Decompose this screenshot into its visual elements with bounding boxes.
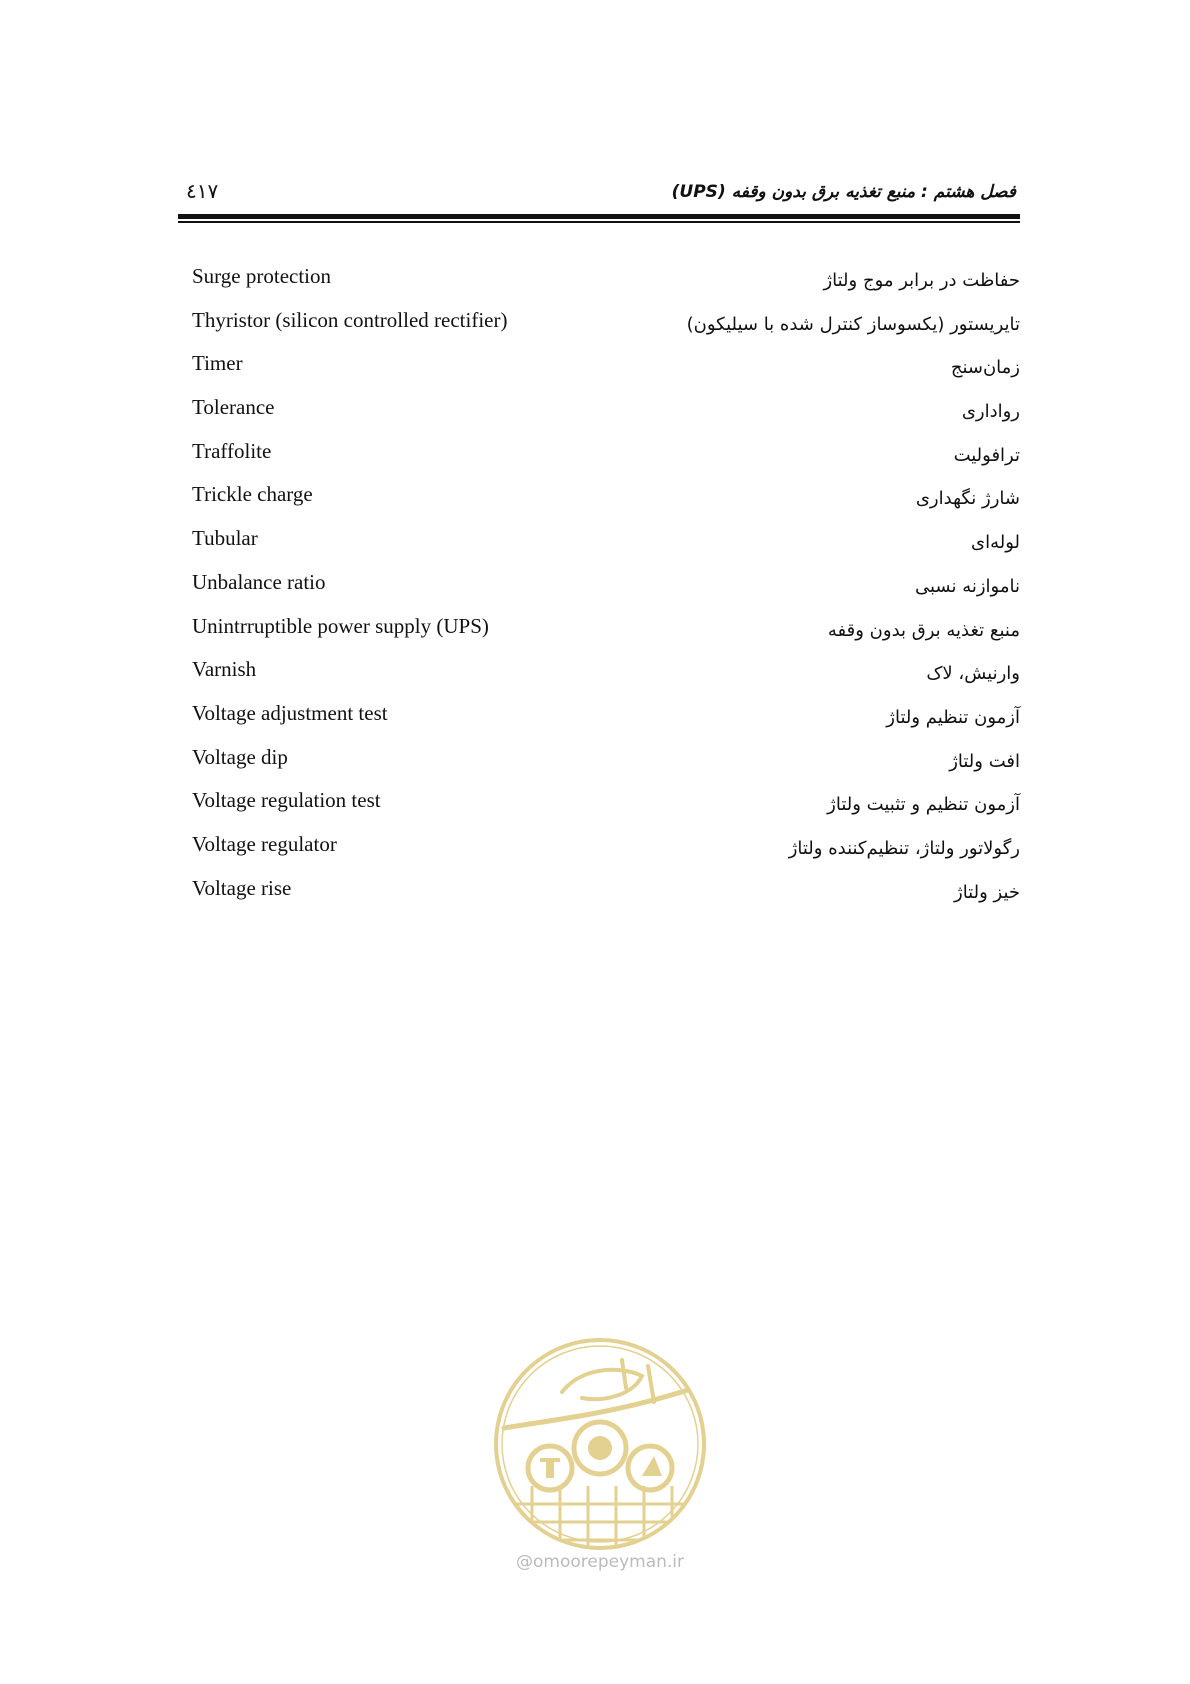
english-term: Surge protection: [192, 264, 332, 288]
persian-term: وارنیش، لاک: [926, 663, 1020, 685]
glossary-row: [192, 262, 1020, 306]
persian-term: حفاظت در برابر موج ولتاژ: [823, 270, 1020, 291]
glossary-row: [192, 437, 1020, 481]
glossary-row: [192, 612, 1020, 656]
chapter-running-title: فصل هشتم : منبع تغذیه برق بدون وقفه (UPS): [671, 182, 1016, 202]
glossary-row: [192, 480, 1020, 524]
glossary-row: [192, 524, 1020, 568]
glossary-row: [192, 743, 1020, 787]
english-term: Unbalance ratio: [192, 569, 326, 594]
persian-term: ناموازنه نسبی: [914, 575, 1020, 597]
persian-term: شارژ نگهداری: [915, 488, 1020, 510]
english-term: Traffolite: [192, 438, 272, 463]
persian-term: افت ولتاژ: [949, 750, 1020, 772]
glossary-row: [192, 786, 1020, 830]
persian-term: رواداری: [961, 401, 1020, 423]
english-term: Trickle charge: [192, 482, 313, 507]
glossary-row: [192, 349, 1020, 393]
glossary-row: [192, 655, 1020, 699]
glossary-row: [192, 830, 1020, 874]
english-term: Voltage regulator: [192, 831, 337, 856]
header-rule-thick: [178, 214, 1020, 219]
english-term: Voltage regulation test: [192, 788, 381, 813]
persian-term: لوله‌ای: [970, 532, 1020, 554]
page-header: [178, 178, 1020, 218]
glossary-list: [192, 262, 1020, 917]
english-term: Timer: [192, 351, 243, 376]
english-term: Tubular: [192, 526, 258, 551]
persian-term: آزمون تنظیم ولتاژ: [886, 706, 1020, 728]
english-term: Unintrruptible power supply (UPS): [192, 613, 489, 638]
header-rule-thin: [178, 221, 1020, 223]
watermark-logo-icon: [492, 1336, 708, 1552]
glossary-row: [192, 874, 1020, 918]
english-term: Voltage rise: [192, 875, 292, 900]
persian-term: منبع تغذیه برق بدون وقفه: [827, 619, 1020, 641]
persian-term: تایریستور (یکسوساز کنترل شده با سیلیکون): [686, 313, 1020, 335]
english-term: Thyristor (silicon controlled rectifier): [192, 307, 508, 332]
glossary-row: [192, 568, 1020, 612]
persian-term: آزمون تنظیم و تثبیت ولتاژ: [827, 794, 1020, 816]
english-term: Voltage adjustment test: [192, 700, 388, 725]
persian-term: زمان‌سنج: [950, 357, 1020, 379]
glossary-row: [192, 393, 1020, 437]
watermark: [492, 1336, 708, 1592]
watermark-url: @omoorepeyman.ir: [515, 1552, 685, 1572]
page-number: ٤١٧: [186, 179, 219, 203]
english-term: Tolerance: [192, 395, 275, 420]
persian-term: ترافولیت: [953, 444, 1020, 466]
english-term: Voltage dip: [192, 744, 288, 769]
glossary-row: [192, 699, 1020, 743]
persian-term: رگولاتور ولتاژ، تنظیم‌کننده ولتاژ: [788, 837, 1020, 859]
english-term: Varnish: [192, 657, 257, 682]
persian-term: خیز ولتاژ: [954, 881, 1020, 903]
glossary-row: [192, 306, 1020, 350]
